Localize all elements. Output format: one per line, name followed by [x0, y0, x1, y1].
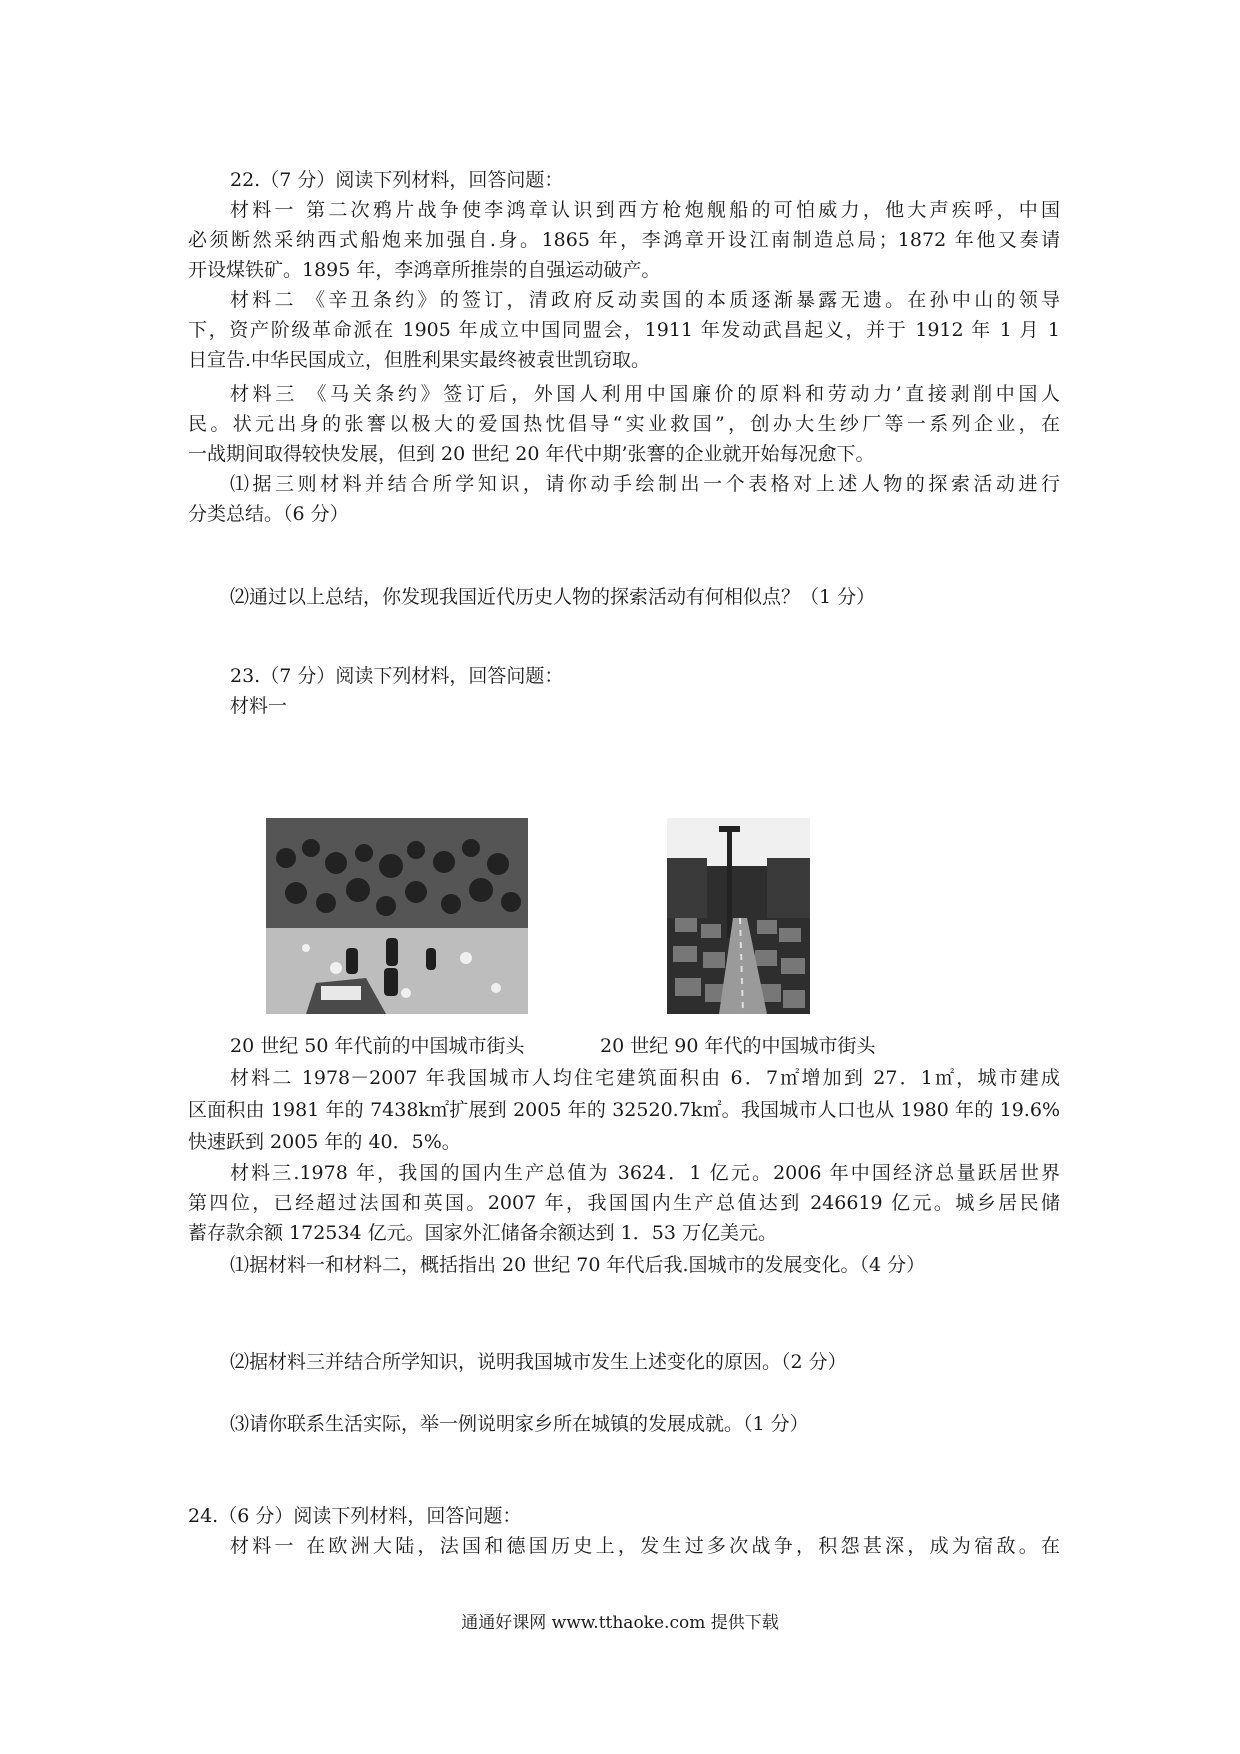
q23-question3: ⑶请你联系生活实际，举一例说明家乡所在城镇的发展成就。（1 分）	[230, 1413, 809, 1435]
page-footer: 通通好课网 www.tthaoke.com 提供下载	[461, 1613, 779, 1633]
q22-material3-line3: 一战期间取得较快发展，但到 20 世纪 20 年代中期’张謇的企业就开始每况愈下。	[188, 443, 875, 465]
caption-1990s: 20 世纪 90 年代的中国城市街头	[600, 1035, 876, 1057]
q23-material3-line3: 蓄存款余额 172534 亿元。国家外汇储备余额达到 1．53 万亿美元。	[188, 1222, 777, 1244]
q23-material2-line2: 区面积由 1981 年的 7438k㎡扩展到 2005 年的 32520.7k㎡。我国城市人口也从 1980 年的 19.6%	[188, 1099, 1060, 1121]
q22-material1-line1: 材料一 第二次鸦片战争使李鸿章认识到西方枪炮舰船的可怕威力，他大声疾呼，中国	[230, 199, 1060, 221]
q22-material1-line2: 必须断然采纳西式船炮来加强自.身。1865 年，李鸿章开设江南制造总局；1872 年他又奏请	[188, 229, 1060, 251]
q24-material1-line1: 材料一 在欧洲大陆，法国和德国历史上，发生过多次战争，积怨甚深，成为宿敌。在	[230, 1535, 1060, 1557]
caption-1950s: 20 世纪 50 年代前的中国城市街头	[230, 1035, 525, 1057]
q23-material3-line1: 材料三.1978 年，我国的国内生产总值为 3624．1 亿元。2006 年中国经济总量跃居世界	[230, 1162, 1060, 1184]
q24-heading: 24.（6 分）阅读下列材料，回答问题：	[188, 1505, 522, 1527]
street-photo-1990s	[667, 818, 810, 1014]
q23-material1-label: 材料一	[230, 695, 288, 717]
q23-material2-line1: 材料二 1978－2007 年我国城市人均住宅建筑面积由 6．7㎡增加到 27．1㎡，城市建成	[230, 1067, 1060, 1089]
q22-material3-line2: 民。状元出身的张謇以极大的爱国热忱倡导“实业救国”，创办大生纱厂等一系列企业，在	[188, 413, 1060, 435]
q23-question2: ⑵据材料三并结合所学知识，说明我国城市发生上述变化的原因。（2 分）	[230, 1351, 847, 1373]
street-photo-1950s	[266, 818, 528, 1014]
q22-material2-line1: 材料二 《辛丑条约》的签订，清政府反动卖国的本质逐渐暴露无遗。在孙中山的领导	[230, 289, 1060, 311]
q22-material1-line3: 开设煤铁矿。1895 年，李鸿章所推崇的自强运动破产。	[188, 259, 661, 281]
q23-material2-line3: 快速跃到 2005 年的 40．5%。	[188, 1131, 461, 1153]
q23-material3-line2: 第四位，已经超过法国和英国。2007 年，我国国内生产总值达到 246619 亿元。城乡居民储	[188, 1192, 1060, 1214]
q22-material3-line1: 材料三 《马关条约》签订后，外国人利用中国廉价的原料和劳动力’直接剥削中国人	[230, 383, 1060, 405]
q22-question1-line1: ⑴据三则材料并结合所学知识，请你动手绘制出一个表格对上述人物的探索活动进行	[230, 473, 1060, 495]
q22-material2-line2: 下，资产阶级革命派在 1905 年成立中国同盟会，1911 年发动武昌起义，并于 1912 年 1 月 1	[188, 319, 1060, 341]
q22-question2: ⑵通过以上总结，你发现我国近代历史人物的探索活动有何相似点？（1 分）	[230, 586, 876, 608]
q22-heading: 22.（7 分）阅读下列材料，回答问题：	[230, 169, 564, 191]
q22-question1-line2: 分类总结。（6 分）	[188, 503, 349, 525]
q22-material2-line3: 日宣告.中华民国成立，但胜利果实最终被袁世凯窃取。	[188, 349, 651, 371]
q23-question1: ⑴据材料一和材料二，概括指出 20 世纪 70 年代后我.国城市的发展变化。（4 分）	[230, 1254, 926, 1276]
q23-heading: 23.（7 分）阅读下列材料，回答问题：	[230, 665, 564, 687]
